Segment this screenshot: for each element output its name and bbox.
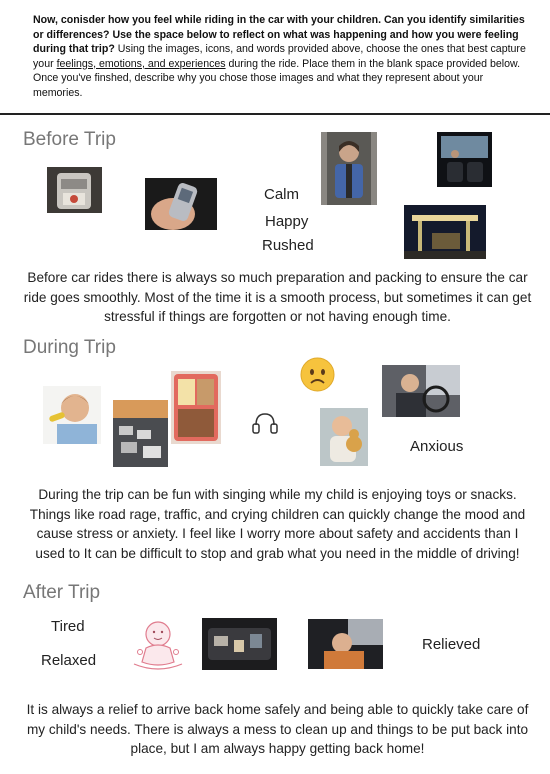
meditating-figure-sticker[interactable] bbox=[130, 618, 186, 671]
instructions-panel bbox=[0, 0, 550, 115]
child-in-car-seat-photo[interactable] bbox=[321, 132, 377, 205]
traffic-jam-photo[interactable] bbox=[113, 400, 168, 467]
after-trip-paragraph: It is always a relief to arrive back home safely and being able to quickly take care of my child's needs. There is always a mess to clean up and things to be put back into place, but I am always happy getting back home! bbox=[26, 702, 529, 756]
instructions-text-2: during the ride. Place them in the blank space provided below. Once you've finshed, describe why you chose those images and what they represent about your memories. bbox=[33, 57, 521, 99]
messy-car-photo[interactable] bbox=[202, 618, 277, 670]
before-trip-heading: Before Trip bbox=[23, 129, 116, 150]
instructions-text bbox=[33, 13, 533, 101]
before-trip-paragraph: Before car rides there is always so much preparation and packing to ensure the car ride goes smoothly. Most of the time it is a smooth process, but sometimes it can get stressful if things are forgotten or not having enough time. bbox=[23, 270, 532, 324]
sleeping-child-photo[interactable] bbox=[308, 619, 383, 669]
instructions-underlined: feelings, emotions, and experiences bbox=[56, 57, 226, 70]
word-rushed: Rushed bbox=[262, 237, 314, 254]
headphones-sticker[interactable] bbox=[251, 411, 279, 436]
phone-in-hand-photo[interactable] bbox=[145, 178, 217, 230]
baby-with-toy-photo[interactable] bbox=[320, 408, 368, 466]
word-relaxed: Relaxed bbox=[41, 652, 97, 669]
word-relieved: Relieved bbox=[422, 636, 481, 653]
word-happy: Happy bbox=[265, 213, 309, 230]
worried-face-emoji[interactable] bbox=[300, 357, 335, 392]
during-trip-heading: During Trip bbox=[23, 337, 116, 358]
during-trip-paragraph: During the trip can be fun with singing while my child is enjoying toys or snacks. Things like road rage, traffic, and crying children can quickly change the mood and cause stress or anxiety. I feel like I worry more about safety and accidents than I used to It can be difficult to stop and grab what you need in the middle of driving! bbox=[29, 487, 526, 561]
driver-photo[interactable] bbox=[382, 365, 460, 417]
word-anxious: Anxious bbox=[410, 438, 464, 455]
night-gas-station-photo[interactable] bbox=[404, 205, 486, 259]
packed-bag-photo[interactable] bbox=[47, 167, 102, 213]
child-singing-photo[interactable] bbox=[43, 386, 101, 444]
after-trip-heading: After Trip bbox=[23, 582, 101, 603]
word-calm: Calm bbox=[264, 186, 300, 203]
instructions-text-1: Using the images, icons, and words provided above, choose the ones that best capture your bbox=[33, 43, 526, 70]
word-tired: Tired bbox=[51, 618, 85, 635]
car-interior-photo[interactable] bbox=[437, 132, 492, 187]
instructions-bold: Now, conisder how you feel while riding in the car with your children. Can you identify similarities or differences? Use the space below to reflect on what was happening and how you were feeling during that trip? bbox=[33, 14, 525, 56]
snack-box-photo[interactable] bbox=[171, 371, 221, 444]
